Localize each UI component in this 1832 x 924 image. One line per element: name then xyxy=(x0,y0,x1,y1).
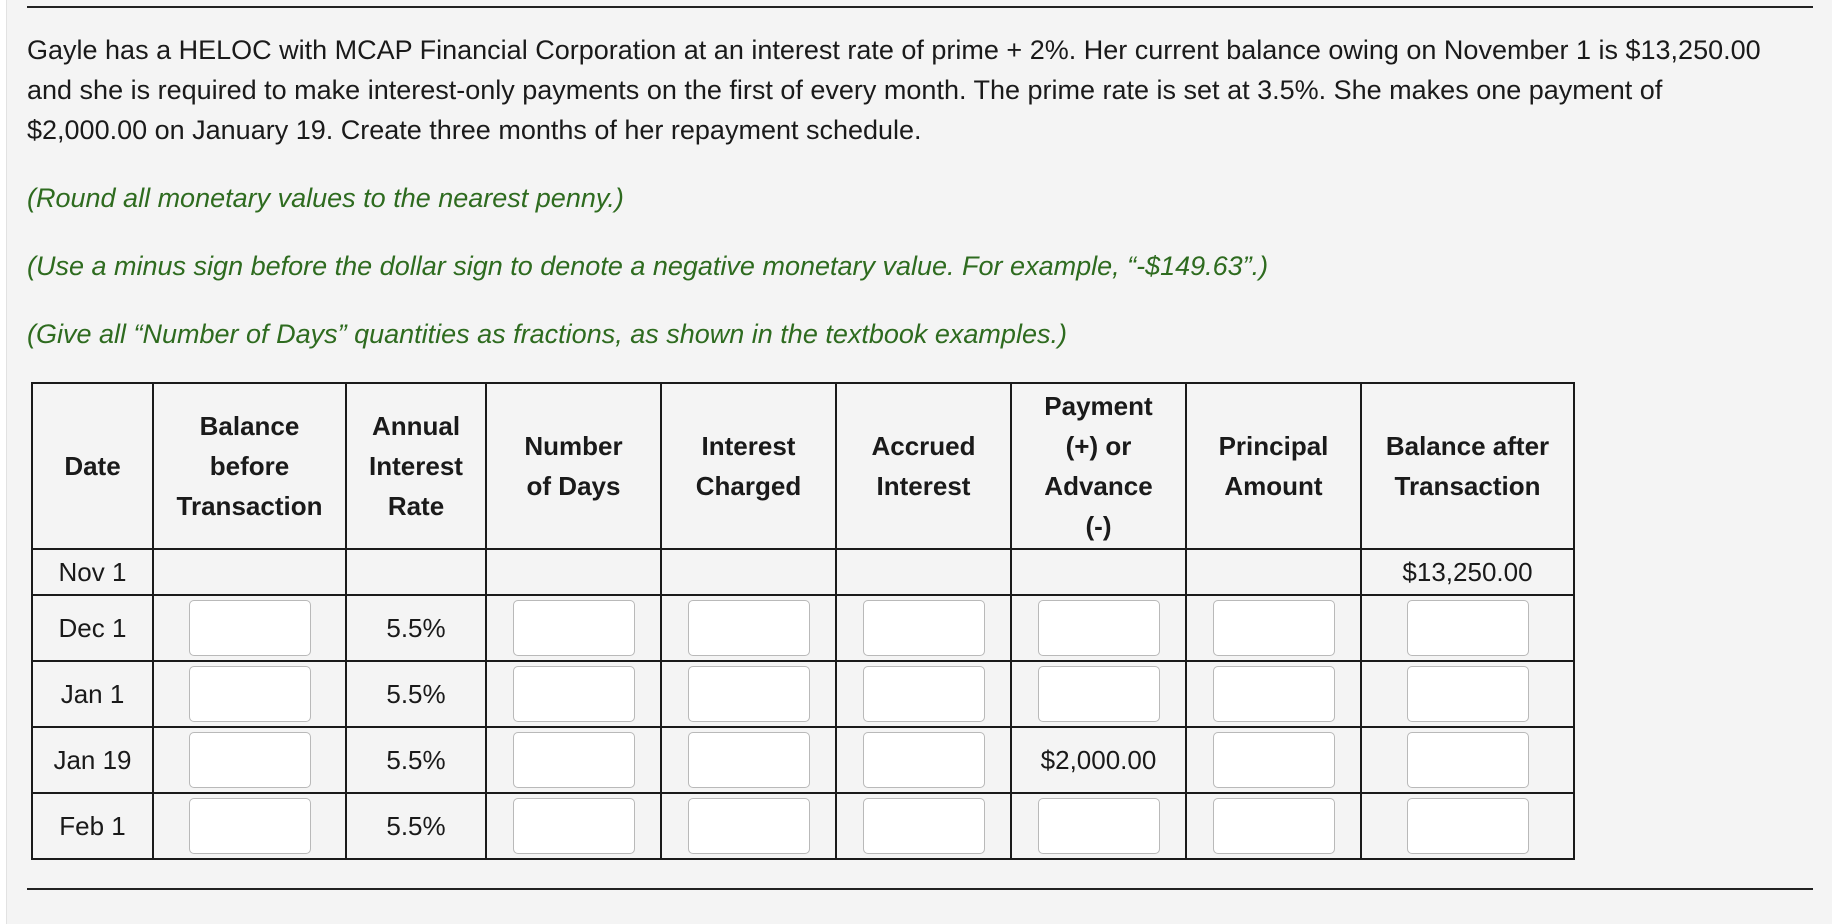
payment-advance-input[interactable] xyxy=(1038,600,1160,656)
header-accrued-interest: Accrued Interest xyxy=(836,383,1011,549)
rounding-note: (Round all monetary values to the nearest penny.) xyxy=(27,183,624,213)
negative-value-note: (Use a minus sign before the dollar sign to denote a negative monetary value. For example, “-$149.63”.) xyxy=(27,251,1269,281)
empty-cell xyxy=(836,549,1011,595)
accrued-interest-input[interactable] xyxy=(863,732,985,788)
date-cell: Jan 19 xyxy=(32,727,153,793)
header-number-of-days: Number of Days xyxy=(486,383,661,549)
number-of-days-input[interactable] xyxy=(513,798,635,854)
date-cell: Dec 1 xyxy=(32,595,153,661)
header-principal-amount: Principal Amount xyxy=(1186,383,1361,549)
annual-rate-value: 5.5% xyxy=(346,661,486,727)
header-payment-or-advance: Payment (+) or Advance (-) xyxy=(1011,383,1186,549)
table-row xyxy=(32,661,1574,727)
annual-rate-value: 5.5% xyxy=(346,595,486,661)
balance-before-input[interactable] xyxy=(189,666,311,722)
balance-before-input[interactable] xyxy=(189,798,311,854)
balance-before-input[interactable] xyxy=(189,732,311,788)
number-of-days-note: (Give all “Number of Days” quantities as fractions, as shown in the textbook examples.) xyxy=(27,319,1067,349)
payment-advance-input[interactable] xyxy=(1038,798,1160,854)
interest-charged-input[interactable] xyxy=(688,600,810,656)
question-panel xyxy=(6,0,1832,924)
balance-before-input[interactable] xyxy=(189,600,311,656)
table-row xyxy=(32,793,1574,859)
empty-cell xyxy=(1011,549,1186,595)
empty-cell xyxy=(153,549,346,595)
date-cell: Feb 1 xyxy=(32,793,153,859)
principal-amount-input[interactable] xyxy=(1213,798,1335,854)
empty-cell xyxy=(486,549,661,595)
balance-after-input[interactable] xyxy=(1407,732,1529,788)
table-row xyxy=(32,727,1574,793)
balance-after-value: $13,250.00 xyxy=(1361,549,1574,595)
interest-charged-input[interactable] xyxy=(688,798,810,854)
date-cell: Nov 1 xyxy=(32,549,153,595)
table-row xyxy=(32,595,1574,661)
header-interest-charged: Interest Charged xyxy=(661,383,836,549)
empty-cell xyxy=(661,549,836,595)
number-of-days-input[interactable] xyxy=(513,600,635,656)
accrued-interest-input[interactable] xyxy=(863,666,985,722)
header-annual-interest-rate: Annual Interest Rate xyxy=(346,383,486,549)
empty-cell xyxy=(1186,549,1361,595)
header-balance-after-transaction: Balance after Transaction xyxy=(1361,383,1574,549)
interest-charged-input[interactable] xyxy=(688,732,810,788)
table-header-row xyxy=(32,383,1574,549)
interest-charged-input[interactable] xyxy=(688,666,810,722)
payment-advance-value: $2,000.00 xyxy=(1011,727,1186,793)
date-cell: Jan 1 xyxy=(32,661,153,727)
balance-after-input[interactable] xyxy=(1407,666,1529,722)
header-balance-before-transaction: Balance before Transaction xyxy=(153,383,346,549)
repayment-schedule-table xyxy=(31,382,1575,860)
bottom-divider xyxy=(27,888,1813,890)
balance-after-input[interactable] xyxy=(1407,600,1529,656)
header-date: Date xyxy=(32,383,153,549)
principal-amount-input[interactable] xyxy=(1213,666,1335,722)
principal-amount-input[interactable] xyxy=(1213,732,1335,788)
payment-advance-input[interactable] xyxy=(1038,666,1160,722)
principal-amount-input[interactable] xyxy=(1213,600,1335,656)
table-row xyxy=(32,549,1574,595)
annual-rate-value: 5.5% xyxy=(346,727,486,793)
accrued-interest-input[interactable] xyxy=(863,798,985,854)
accrued-interest-input[interactable] xyxy=(863,600,985,656)
top-divider xyxy=(27,6,1813,8)
balance-after-input[interactable] xyxy=(1407,798,1529,854)
annual-rate-value: 5.5% xyxy=(346,793,486,859)
empty-cell xyxy=(346,549,486,595)
problem-statement: Gayle has a HELOC with MCAP Financial Corporation at an interest rate of prime + 2%. Her current balance owing on November 1 is $13,250.00 and she is required to make interest-only payments on the first of every month. The prime rate is set at 3.5%. She makes one payment of $2,000.00 on January 19. Create three months of her repayment schedule. xyxy=(27,35,1761,145)
number-of-days-input[interactable] xyxy=(513,732,635,788)
number-of-days-input[interactable] xyxy=(513,666,635,722)
